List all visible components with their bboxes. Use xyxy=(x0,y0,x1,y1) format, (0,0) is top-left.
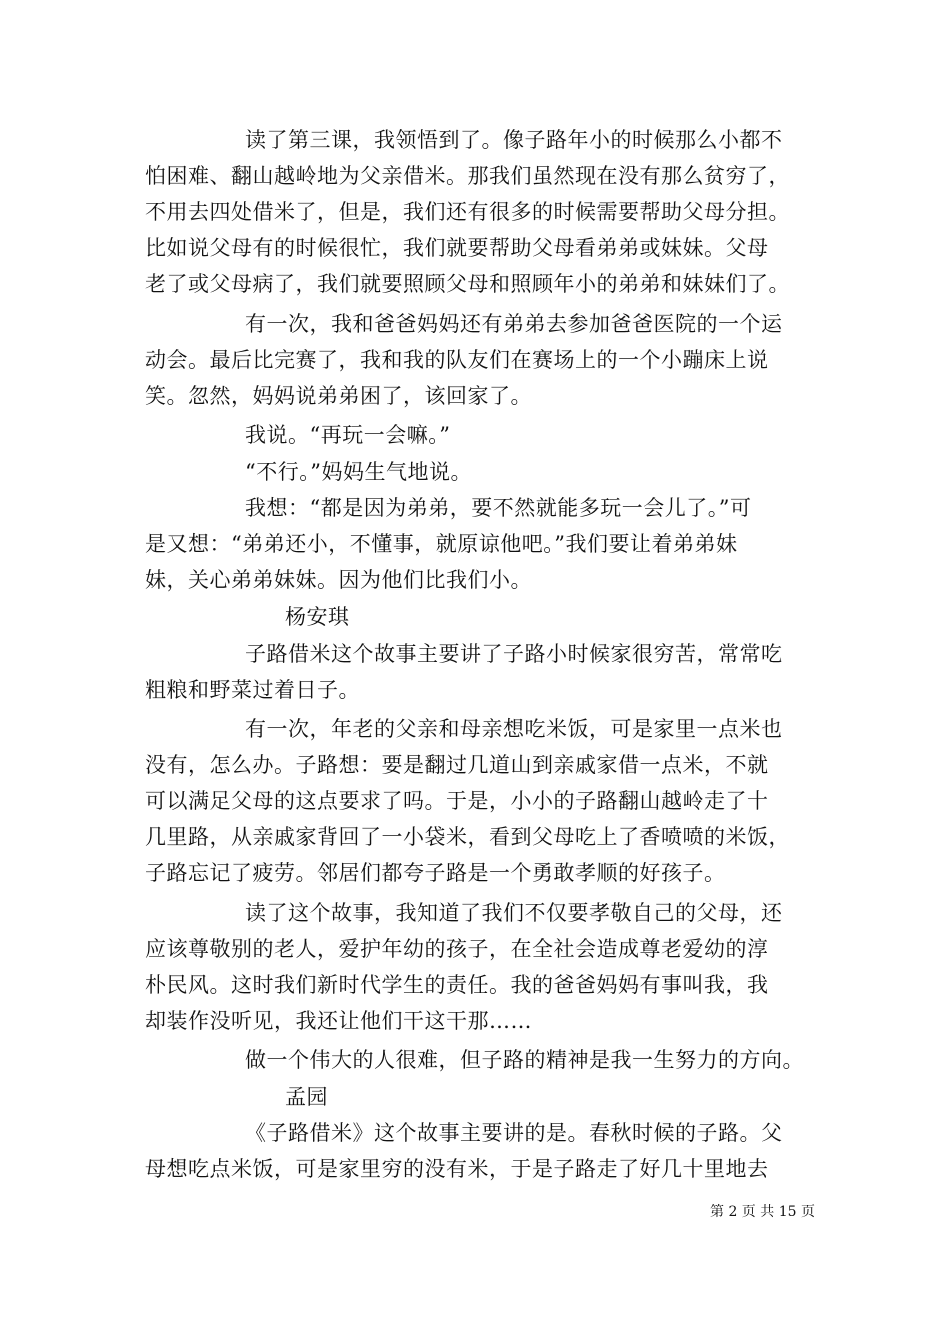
paragraph-line: 怕困难、翻山越岭地为父亲借米。那我们虽然现在没有那么贫穷了， xyxy=(145,164,790,188)
paragraph-line: 读了这个故事，我知道了我们不仅要孝敬自己的父母，还 xyxy=(245,901,783,925)
paragraph-line: 应该尊敬别的老人，爱护年幼的孩子，在全社会造成尊老爱幼的淳 xyxy=(145,937,769,961)
paragraph-line: 有一次，我和爸爸妈妈还有弟弟去参加爸爸医院的一个运 xyxy=(245,312,783,336)
paragraph-line: 读了第三课，我领悟到了。像子路年小的时候那么小都不 xyxy=(245,128,783,152)
author-name: 孟园 xyxy=(285,1085,328,1109)
paragraph-line: 是又想：“弟弟还小，不懂事，就原谅他吧。”我们要让着弟弟妹 xyxy=(145,532,738,556)
paragraph-line: 我想：“都是因为弟弟，要不然就能多玩一会儿了。”可 xyxy=(245,496,752,520)
paragraph-line: 《子路借米》这个故事主要讲的是。春秋时候的子路。父 xyxy=(245,1121,783,1145)
paragraph-line: 做一个伟大的人很难，但子路的精神是我一生努力的方向。 xyxy=(245,1048,804,1072)
paragraph-line: 子路借米这个故事主要讲了子路小时候家很穷苦，常常吃 xyxy=(245,642,783,666)
paragraph-line: 老了或父母病了，我们就要照顾父母和照顾年小的弟弟和妹妹们了。 xyxy=(145,272,790,296)
paragraph-line: 母想吃点米饭，可是家里穷的没有米，于是子路走了好几十里地去 xyxy=(145,1157,769,1181)
paragraph-line: 可以满足父母的这点要求了吗。于是，小小的子路翻山越岭走了十 xyxy=(145,789,769,813)
paragraph-line: 几里路，从亲戚家背回了一小袋米，看到父母吃上了香喷喷的米饭， xyxy=(145,825,790,849)
paragraph-line: 朴民风。这时我们新时代学生的责任。我的爸爸妈妈有事叫我，我 xyxy=(145,973,769,997)
paragraph-line: 动会。最后比完赛了，我和我的队友们在赛场上的一个小蹦床上说 xyxy=(145,348,769,372)
paragraph-line: 却装作没听见，我还让他们干这干那…… xyxy=(145,1009,532,1033)
paragraph-line: 比如说父母有的时候很忙，我们就要帮助父母看弟弟或妹妹。父母 xyxy=(145,236,769,260)
paragraph-line: 有一次，年老的父亲和母亲想吃米饭，可是家里一点米也 xyxy=(245,717,783,741)
paragraph-line: 笑。忽然，妈妈说弟弟困了，该回家了。 xyxy=(145,384,532,408)
paragraph-line: 我说。“再玩一会嘛。” xyxy=(245,423,451,447)
paragraph-line: 不用去四处借米了，但是，我们还有很多的时候需要帮助父母分担。 xyxy=(145,200,790,224)
paragraph-line: “不行。”妈妈生气地说。 xyxy=(245,460,472,484)
paragraph-line: 没有，怎么办。子路想：要是翻过几道山到亲戚家借一点米，不就 xyxy=(145,753,769,777)
page-footer: 第 2 页 共 15 页 xyxy=(710,1204,815,1220)
paragraph-line: 粗粮和野菜过着日子。 xyxy=(145,678,360,702)
paragraph-line: 子路忘记了疲劳。邻居们都夸子路是一个勇敢孝顺的好孩子。 xyxy=(145,861,726,885)
paragraph-line: 妹，关心弟弟妹妹。因为他们比我们小。 xyxy=(145,568,532,592)
author-name: 杨安琪 xyxy=(285,605,350,629)
